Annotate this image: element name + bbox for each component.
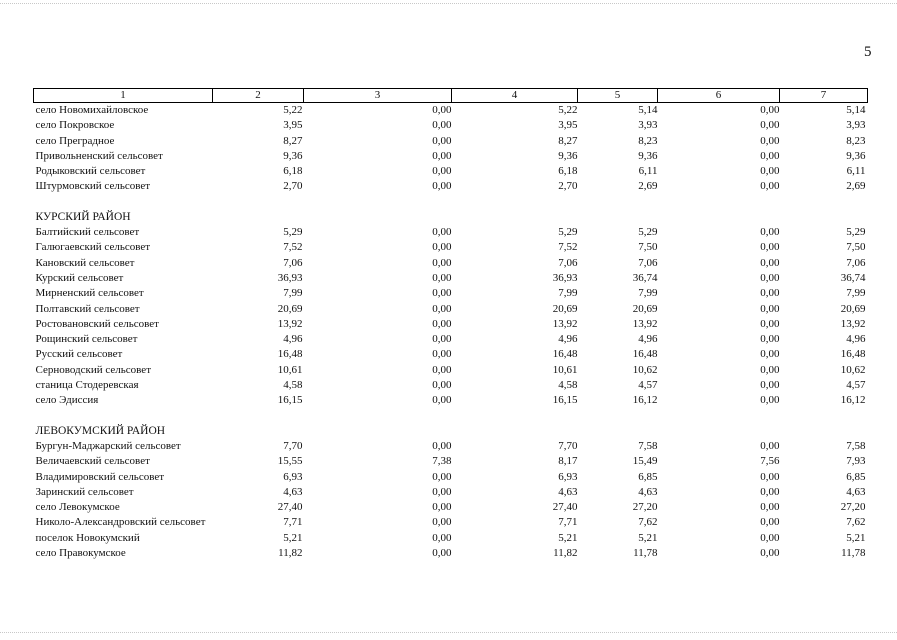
value-cell-col-3: 0,00: [432, 149, 452, 162]
municipality-name: Серноводский сельсовет: [35, 363, 151, 376]
value-cell-col-4: 5,21: [558, 531, 578, 544]
scan-artifact-bottom: [0, 632, 897, 633]
municipality-name: Величаевский сельсовет: [35, 455, 150, 468]
value-cell-col-2: 4,96: [283, 333, 303, 346]
value-cell-col-2: 7,52: [283, 241, 303, 254]
municipality-name: село Новомихайловское: [35, 104, 149, 116]
table-row: [34, 347, 868, 362]
value-cell-col-4: 9,36: [558, 149, 578, 162]
value-cell-col-6: 0,00: [760, 470, 780, 483]
municipality-name: поселок Новокумский: [35, 531, 140, 544]
value-cell-col-4: 16,15: [552, 394, 578, 407]
district-heading-row: [34, 210, 868, 225]
municipality-name: Николо-Александровский сельсовет: [35, 516, 206, 529]
value-cell-col-2: 15,55: [277, 455, 303, 468]
district-heading-row: [34, 424, 868, 439]
value-cell-col-7: 5,21: [846, 531, 866, 544]
municipality-name: Курский сельсовет: [35, 271, 124, 284]
municipality-name: Галюгаевский сельсовет: [35, 241, 151, 254]
value-cell-col-3: 0,00: [432, 363, 452, 376]
table-row: [34, 332, 868, 347]
value-cell-col-4: 10,61: [552, 363, 578, 376]
municipality-name: село Эдиссия: [35, 394, 99, 407]
value-cell-col-7: 9,36: [846, 149, 866, 162]
table-row: [34, 286, 868, 301]
section-spacer: [34, 409, 868, 424]
value-cell-col-5: 7,58: [638, 439, 658, 452]
municipality-name: Заринский сельсовет: [35, 485, 134, 498]
municipality-name: Привольненский сельсовет: [35, 149, 163, 162]
value-cell-col-5: 4,63: [638, 485, 658, 498]
value-cell-col-2: 20,69: [277, 302, 303, 315]
municipality-name: Владимировский сельсовет: [35, 470, 165, 483]
value-cell-col-5: 36,74: [632, 271, 658, 284]
municipality-name: село Преградное: [35, 134, 115, 147]
value-cell-col-7: 20,69: [840, 302, 866, 315]
value-cell-col-6: 0,00: [760, 134, 780, 147]
value-cell-col-2: 36,93: [277, 271, 303, 284]
municipality-name: Ростовановский сельсовет: [35, 317, 159, 330]
value-cell-col-7: 7,50: [846, 241, 866, 254]
value-cell-col-5: 9,36: [638, 149, 658, 162]
value-cell-col-4: 6,93: [558, 470, 578, 483]
value-cell-col-4: 8,17: [558, 455, 578, 468]
column-header: 1: [34, 89, 213, 103]
value-cell-col-2: 13,92: [277, 317, 303, 330]
value-cell-col-4: 4,58: [558, 379, 578, 392]
municipality-name: Рощинский сельсовет: [35, 333, 138, 346]
municipality-name: Родыковский сельсовет: [35, 165, 146, 178]
value-cell-col-2: 2,70: [283, 180, 303, 193]
value-cell-col-2: 7,70: [283, 439, 303, 452]
value-cell-col-7: 7,93: [846, 455, 866, 468]
table-row: [34, 393, 868, 408]
table-row: [34, 317, 868, 332]
value-cell-col-4: 3,95: [558, 119, 578, 132]
value-cell-col-7: 8,23: [846, 134, 866, 147]
value-cell-col-5: 8,23: [638, 134, 658, 147]
value-cell-col-5: 4,96: [638, 333, 658, 346]
value-cell-col-5: 16,48: [632, 348, 658, 361]
value-cell-col-3: 0,00: [432, 104, 452, 116]
value-cell-col-6: 0,00: [760, 180, 780, 193]
value-cell-col-6: 0,00: [760, 394, 780, 407]
value-cell-col-6: 0,00: [760, 363, 780, 376]
value-cell-col-2: 5,21: [283, 531, 303, 544]
value-cell-col-4: 16,48: [552, 348, 578, 361]
municipality-name: Кановский сельсовет: [35, 256, 135, 269]
value-cell-col-2: 16,15: [277, 394, 303, 407]
table-row: [34, 515, 868, 530]
spacer-cell: [34, 195, 868, 210]
value-cell-col-5: 16,12: [632, 394, 658, 407]
value-cell-col-7: 7,06: [846, 256, 866, 269]
value-cell-col-4: 4,96: [558, 333, 578, 346]
value-cell-col-2: 5,22: [283, 104, 303, 116]
value-cell-col-7: 16,12: [840, 394, 866, 407]
value-cell-col-7: 27,20: [840, 501, 866, 514]
value-cell-col-6: 0,00: [760, 241, 780, 254]
municipality-name: Балтийский сельсовет: [35, 226, 140, 239]
column-header: 6: [658, 89, 780, 103]
table-row: [34, 546, 868, 561]
value-cell-col-2: 11,82: [278, 547, 303, 560]
value-cell-col-7: 7,62: [846, 516, 866, 529]
table-row: [34, 470, 868, 485]
column-header: 2: [213, 89, 304, 103]
column-header: 7: [780, 89, 868, 103]
value-cell-col-3: 0,00: [432, 348, 452, 361]
value-cell-col-4: 7,99: [558, 287, 578, 300]
value-cell-col-2: 7,71: [283, 516, 303, 529]
value-cell-col-2: 4,58: [283, 379, 303, 392]
municipality-name: Бургун-Маджарский сельсовет: [35, 439, 181, 452]
table-row: [34, 454, 868, 469]
value-cell-col-4: 13,92: [552, 317, 578, 330]
table-row: [34, 118, 868, 133]
value-cell-col-2: 27,40: [277, 501, 303, 514]
value-cell-col-6: 0,00: [760, 119, 780, 132]
value-cell-col-5: 3,93: [638, 119, 658, 132]
value-cell-col-2: 8,27: [283, 134, 303, 147]
value-cell-col-3: 0,00: [432, 226, 452, 239]
value-cell-col-6: 0,00: [760, 333, 780, 346]
value-cell-col-4: 5,29: [558, 226, 578, 239]
table-row: [34, 439, 868, 454]
value-cell-col-3: 0,00: [432, 134, 452, 147]
value-cell-col-5: 7,99: [638, 287, 658, 300]
municipality-name: Полтавский сельсовет: [35, 302, 140, 315]
value-cell-col-4: 27,40: [552, 501, 578, 514]
column-header: 4: [452, 89, 578, 103]
value-cell-col-7: 5,14: [846, 104, 866, 116]
value-cell-col-6: 0,00: [760, 501, 780, 514]
district-heading: ЛЕВОКУМСКИЙ РАЙОН: [35, 424, 166, 437]
value-cell-col-6: 0,00: [760, 439, 780, 452]
table-row: [34, 531, 868, 546]
value-cell-col-2: 7,06: [283, 256, 303, 269]
value-cell-col-4: 36,93: [552, 271, 578, 284]
value-cell-col-6: 0,00: [760, 104, 780, 116]
value-cell-col-3: 0,00: [432, 119, 452, 132]
value-cell-col-7: 5,29: [846, 226, 866, 239]
value-cell-col-4: 4,63: [558, 485, 578, 498]
value-cell-col-6: 0,00: [760, 547, 780, 560]
value-cell-col-7: 7,99: [846, 287, 866, 300]
value-cell-col-2: 10,61: [277, 363, 303, 376]
value-cell-col-6: 0,00: [760, 379, 780, 392]
value-cell-col-6: 0,00: [760, 226, 780, 239]
value-cell-col-3: 0,00: [432, 501, 452, 514]
column-header: 5: [578, 89, 658, 103]
table-row: [34, 363, 868, 378]
value-cell-col-4: 20,69: [552, 302, 578, 315]
table-row: [34, 149, 868, 164]
value-cell-col-2: 6,18: [283, 165, 303, 178]
value-cell-col-3: 0,00: [432, 394, 452, 407]
value-cell-col-6: 0,00: [760, 317, 780, 330]
value-cell-col-5: 10,62: [632, 363, 658, 376]
value-cell-col-7: 11,78: [841, 547, 866, 560]
municipality-name: село Правокумское: [35, 547, 126, 560]
value-cell-col-7: 2,69: [846, 180, 866, 193]
value-cell-col-5: 5,21: [638, 531, 658, 544]
value-cell-col-7: 4,63: [846, 485, 866, 498]
spacer-cell: [34, 409, 868, 424]
value-cell-col-4: 7,70: [558, 439, 578, 452]
value-cell-col-5: 15,49: [632, 455, 658, 468]
value-cell-col-5: 7,50: [638, 241, 658, 254]
value-cell-col-7: 4,57: [846, 379, 866, 392]
value-cell-col-3: 0,00: [432, 271, 452, 284]
value-cell-col-3: 0,00: [432, 241, 452, 254]
table-row: [34, 164, 868, 179]
municipality-name: Штурмовский сельсовет: [35, 180, 151, 193]
table-row: [34, 500, 868, 515]
value-cell-col-3: 0,00: [432, 485, 452, 498]
data-table: [33, 88, 868, 561]
value-cell-col-2: 4,63: [283, 485, 303, 498]
value-cell-col-5: 5,14: [638, 104, 658, 116]
value-cell-col-5: 27,20: [632, 501, 658, 514]
table-row: [34, 225, 868, 240]
value-cell-col-4: 2,70: [558, 180, 578, 193]
column-header: 3: [304, 89, 452, 103]
value-cell-col-2: 3,95: [283, 119, 303, 132]
value-cell-col-6: 0,00: [760, 165, 780, 178]
value-cell-col-3: 0,00: [432, 165, 452, 178]
value-cell-col-5: 5,29: [638, 226, 658, 239]
value-cell-col-2: 7,99: [283, 287, 303, 300]
value-cell-col-3: 0,00: [432, 379, 452, 392]
value-cell-col-3: 0,00: [432, 302, 452, 315]
value-cell-col-5: 6,11: [638, 165, 658, 178]
municipality-name: село Покровское: [35, 119, 115, 132]
value-cell-col-7: 16,48: [840, 348, 866, 361]
municipality-name: станица Стодеревская: [35, 379, 139, 392]
value-cell-col-6: 0,00: [760, 485, 780, 498]
table-row: [34, 485, 868, 500]
value-cell-col-6: 0,00: [760, 149, 780, 162]
municipality-name: Русский сельсовет: [35, 348, 123, 361]
value-cell-col-7: 36,74: [840, 271, 866, 284]
value-cell-col-6: 0,00: [760, 516, 780, 529]
value-cell-col-5: 7,62: [638, 516, 658, 529]
district-heading: КУРСКИЙ РАЙОН: [35, 210, 131, 223]
value-cell-col-6: 0,00: [760, 256, 780, 269]
page-number: 5: [864, 44, 872, 60]
value-cell-col-5: 13,92: [632, 317, 658, 330]
table-row: [34, 240, 868, 255]
section-spacer: [34, 195, 868, 210]
value-cell-col-2: 5,29: [283, 226, 303, 239]
table-row: [34, 103, 868, 119]
value-cell-col-6: 0,00: [760, 271, 780, 284]
value-cell-col-5: 20,69: [632, 302, 658, 315]
municipality-name: село Левокумское: [35, 501, 120, 514]
value-cell-col-3: 0,00: [432, 470, 452, 483]
value-cell-col-3: 0,00: [432, 180, 452, 193]
value-cell-col-4: 7,52: [558, 241, 578, 254]
value-cell-col-3: 0,00: [432, 333, 452, 346]
value-cell-col-4: 7,06: [558, 256, 578, 269]
value-cell-col-2: 6,93: [283, 470, 303, 483]
value-cell-col-5: 4,57: [638, 379, 658, 392]
value-cell-col-5: 7,06: [638, 256, 658, 269]
value-cell-col-6: 0,00: [760, 302, 780, 315]
table-row: [34, 378, 868, 393]
value-cell-col-7: 3,93: [846, 119, 866, 132]
value-cell-col-6: 0,00: [760, 348, 780, 361]
value-cell-col-3: 0,00: [432, 439, 452, 452]
value-cell-col-7: 6,11: [846, 165, 866, 178]
value-cell-col-3: 0,00: [432, 516, 452, 529]
scan-artifact-top: [0, 3, 897, 4]
value-cell-col-4: 11,82: [553, 547, 578, 560]
value-cell-col-7: 6,85: [846, 470, 866, 483]
table-row: [34, 302, 868, 317]
table-row: [34, 271, 868, 286]
value-cell-col-3: 0,00: [432, 287, 452, 300]
table-row: [34, 179, 868, 194]
value-cell-col-5: 2,69: [638, 180, 658, 193]
value-cell-col-4: 5,22: [558, 104, 578, 116]
value-cell-col-5: 11,78: [633, 547, 658, 560]
value-cell-col-6: 0,00: [760, 531, 780, 544]
value-cell-col-3: 0,00: [432, 317, 452, 330]
table-body: [34, 103, 868, 562]
table-row: [34, 134, 868, 149]
table-row: [34, 256, 868, 271]
value-cell-col-2: 16,48: [277, 348, 303, 361]
value-cell-col-3: 0,00: [432, 547, 452, 560]
value-cell-col-7: 10,62: [840, 363, 866, 376]
value-cell-col-7: 13,92: [840, 317, 866, 330]
value-cell-col-6: 0,00: [760, 287, 780, 300]
value-cell-col-4: 8,27: [558, 134, 578, 147]
value-cell-col-5: 6,85: [638, 470, 658, 483]
value-cell-col-2: 9,36: [283, 149, 303, 162]
value-cell-col-3: 7,38: [432, 455, 452, 468]
value-cell-col-6: 7,56: [760, 455, 780, 468]
value-cell-col-7: 4,96: [846, 333, 866, 346]
column-number-row: [34, 89, 868, 103]
value-cell-col-7: 7,58: [846, 439, 866, 452]
value-cell-col-4: 6,18: [558, 165, 578, 178]
municipality-name: Мирненский сельсовет: [35, 287, 144, 300]
value-cell-col-3: 0,00: [432, 256, 452, 269]
value-cell-col-4: 7,71: [558, 516, 578, 529]
value-cell-col-3: 0,00: [432, 531, 452, 544]
